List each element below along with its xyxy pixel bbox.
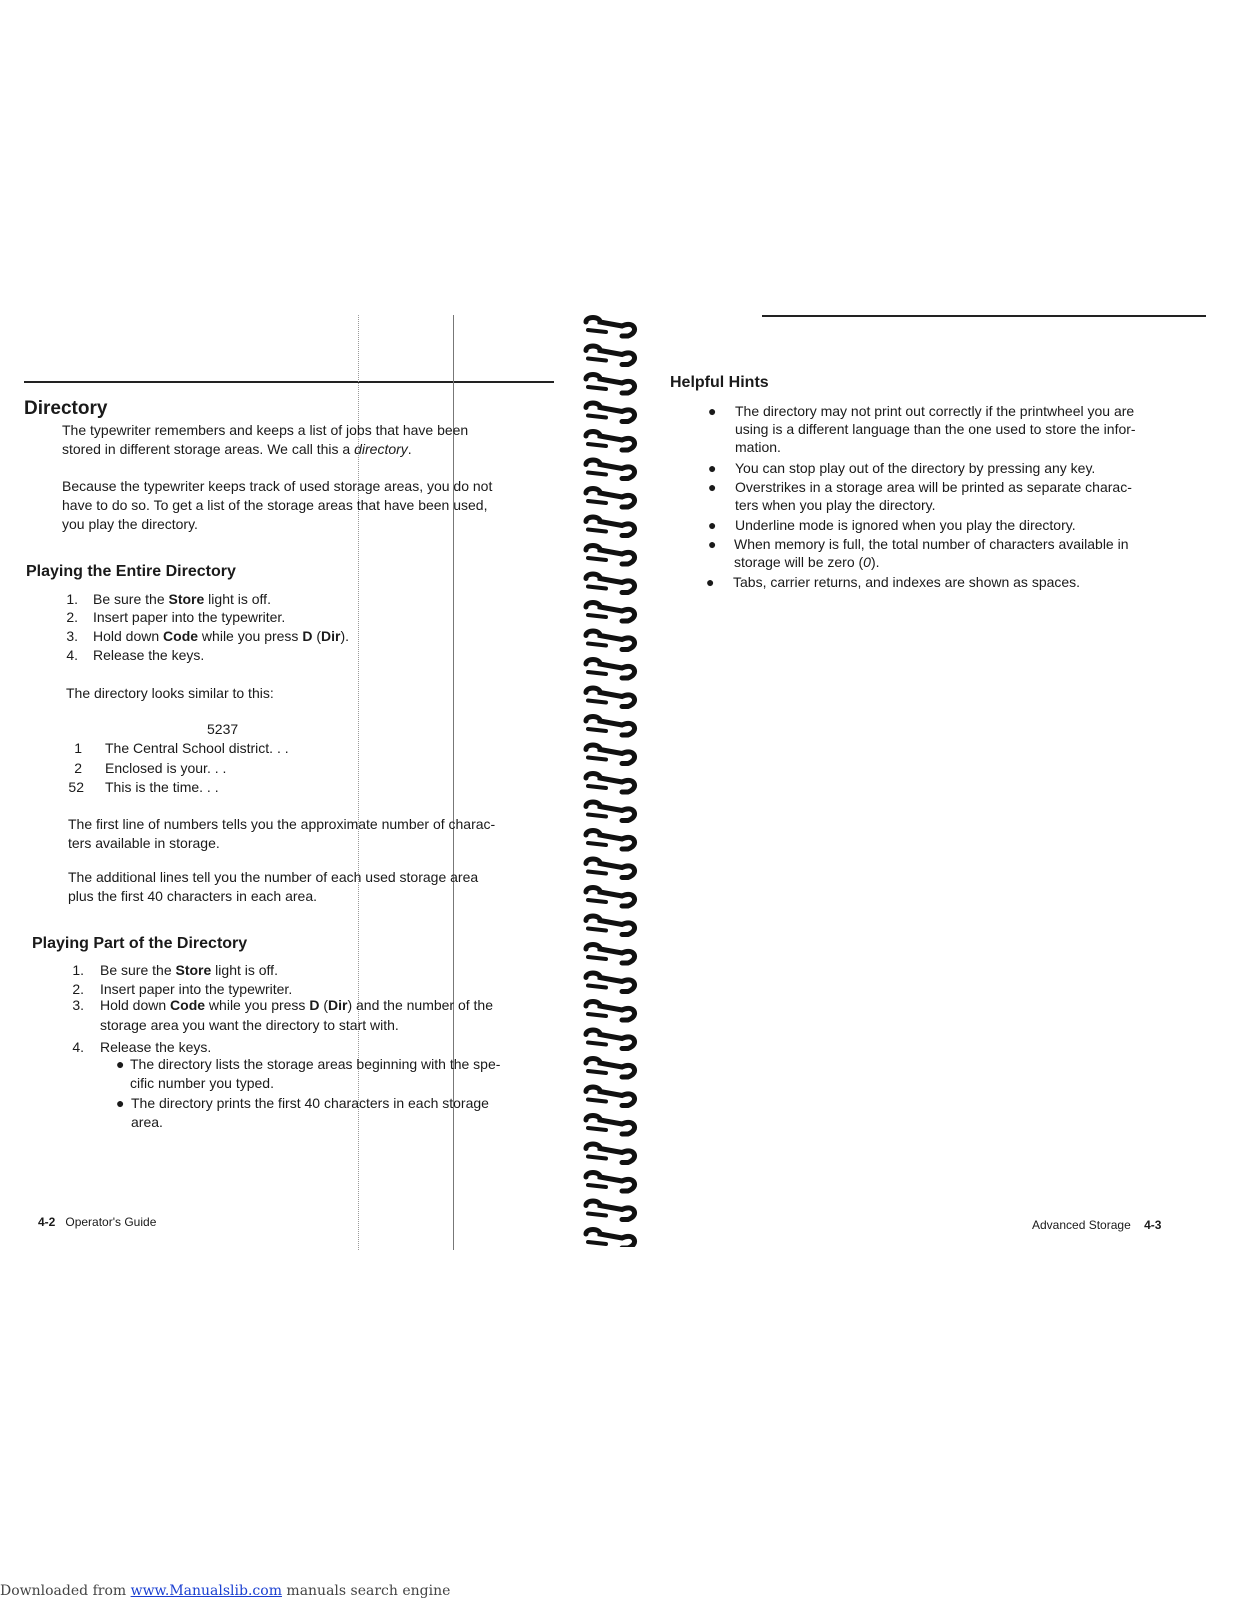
spiral-loop [586, 660, 635, 679]
spiral-loop [586, 774, 635, 793]
section-heading: Playing Part of the Directory [32, 935, 248, 952]
spiral-loop [586, 688, 635, 707]
spiral-loop [586, 631, 635, 650]
spiral-loop [586, 346, 635, 365]
spiral-loop [586, 1030, 635, 1049]
spiral-loop [586, 945, 635, 964]
example-total: 5237 [207, 721, 239, 737]
page-title: Directory [24, 398, 108, 419]
spiral-loop [586, 973, 635, 992]
right-top-rule [762, 315, 1206, 317]
spiral-loop [586, 403, 635, 422]
spiral-loop [586, 517, 635, 536]
spiral-loop [586, 1002, 635, 1021]
spiral-loop [586, 1230, 635, 1248]
download-footer: Downloaded from www.Manualslib.com manuals search engine [0, 1583, 451, 1599]
page-footer: Advanced Storage 4-3 [1032, 1218, 1162, 1232]
page-footer: 4-2 Operator's Guide [38, 1215, 157, 1229]
example-row-number: 1 [74, 740, 82, 756]
spiral-loop [586, 460, 635, 479]
example-row-text: Enclosed is your. . . [105, 760, 227, 776]
spiral-loop [586, 318, 635, 337]
intro-paragraph-2: Because the typewriter keeps track of used storage areas, you do not have to do so. To get a list of the storage areas that have been used, you play the directory. [62, 478, 493, 532]
spiral-loop [586, 1116, 635, 1135]
note-paragraph: The additional lines tell you the number of each used storage area plus the first 40 characters in each area. [68, 869, 479, 904]
spiral-loop [586, 603, 635, 622]
section-heading: Playing the Entire Directory [26, 563, 236, 580]
spiral-loop [586, 489, 635, 508]
example-row-text: The Central School district. . . [105, 740, 289, 756]
spiral-loop [586, 1059, 635, 1078]
spiral-loop [586, 888, 635, 907]
manualslib-link[interactable]: www.Manualslib.com [130, 1583, 282, 1599]
spiral-loop [586, 375, 635, 394]
section-heading: Helpful Hints [670, 374, 769, 391]
spiral-loop [586, 1144, 635, 1163]
spiral-loop [586, 1087, 635, 1106]
left-top-rule [24, 381, 554, 383]
spiral-loop [586, 574, 635, 593]
example-row-number: 52 [68, 779, 84, 795]
spiral-loop [586, 717, 635, 736]
spiral-binding [582, 312, 642, 1247]
spiral-loop [586, 745, 635, 764]
spiral-loop [586, 802, 635, 821]
spiral-loop [586, 831, 635, 850]
example-row-number: 2 [74, 760, 82, 776]
spiral-loop [586, 1173, 635, 1192]
note-paragraph: The first line of numbers tells you the approximate number of charac- ters available in storage. [68, 816, 496, 851]
example-row-text: This is the time. . . [105, 779, 219, 795]
spiral-loop [586, 916, 635, 935]
spiral-loop [586, 546, 635, 565]
example-intro: The directory looks similar to this: [66, 685, 274, 701]
spiral-loop [586, 1201, 635, 1220]
spiral-loop [586, 859, 635, 878]
spiral-loop [586, 432, 635, 451]
intro-paragraph: The typewriter remembers and keeps a list of jobs that have been stored in different storage areas. We call this a directory. [62, 422, 469, 457]
